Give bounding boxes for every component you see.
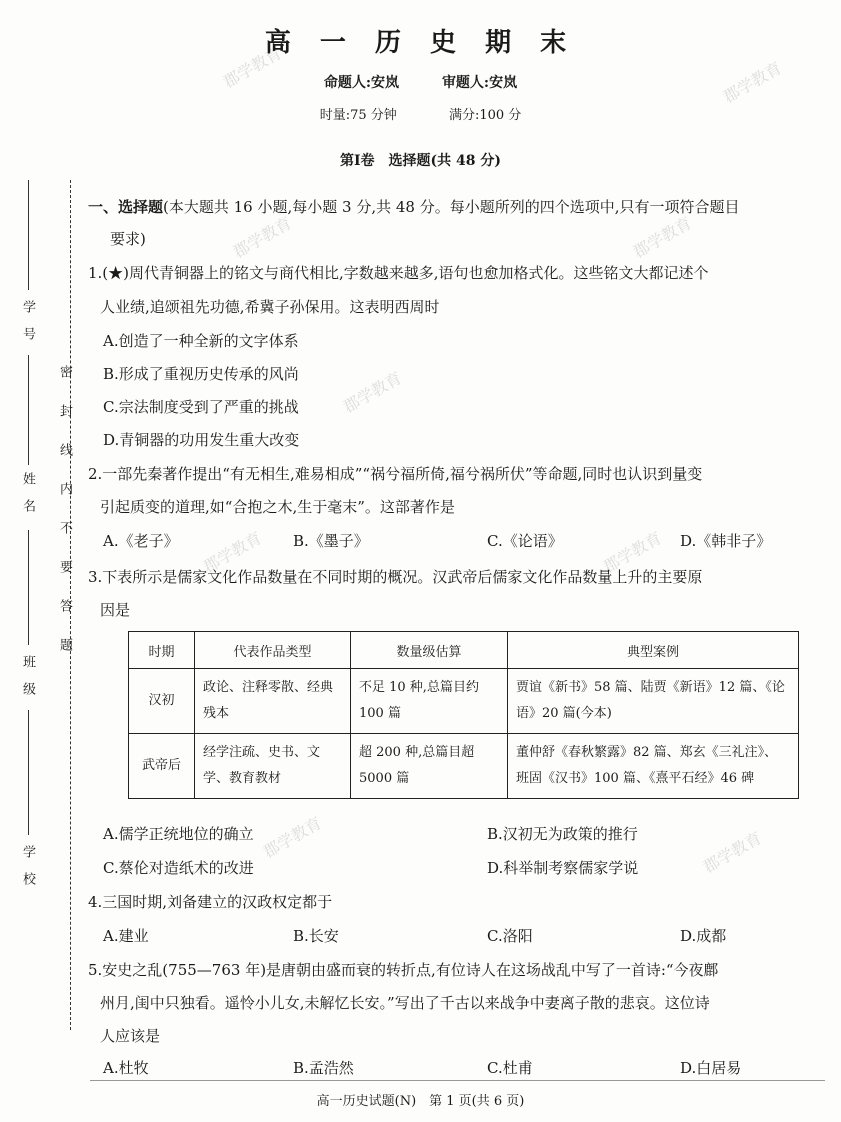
part-heading: 第Ⅰ卷 选择题(共 48 分) <box>339 153 502 169</box>
question-5-cont: 人应该是 <box>100 1027 161 1045</box>
table-cell: 经学注疏、史书、文学、教育教材 <box>195 734 351 799</box>
table-cell: 政论、注释零散、经典残本 <box>195 669 351 734</box>
seal-notice: 密封线内不要答题 <box>57 365 72 677</box>
exam-authors <box>0 72 841 92</box>
watermark: 郡学教育 <box>630 213 695 262</box>
time-limit: 时量:75 分钟 <box>319 108 397 123</box>
table-cell: 超 200 种,总篇目超 5000 篇 <box>351 734 508 799</box>
table-header: 时期 <box>129 632 195 669</box>
question-1-cont: 人业绩,追颂祖先功德,希冀子孙保用。这表明西周时 <box>100 298 440 316</box>
table-header: 代表作品类型 <box>195 632 351 669</box>
q5-option-a: A.杜牧 <box>103 1059 149 1077</box>
section-intro <box>88 190 828 224</box>
setter: 命题人:安岚 <box>323 75 400 91</box>
q4-option-c: C.洛阳 <box>487 927 533 945</box>
q2-option-d: D.《韩非子》 <box>680 532 772 550</box>
q2-option-c: C.《论语》 <box>487 532 563 550</box>
question-5-cont: 州月,闺中只独看。遥怜小儿女,未解忆长安。”写出了千古以来战争中妻离子散的悲哀。这位诗 <box>100 994 710 1012</box>
page-footer: 高一历史试题(N) 第 1 页(共 6 页) <box>316 1094 525 1109</box>
q1-option-d: D.青铜器的功用发生重大改变 <box>103 431 300 449</box>
question-2-cont: 引起质变的道理,如“合抱之木,生于毫末”。这部著作是 <box>100 498 455 516</box>
q1-option-b: B.形成了重视历史传承的风尚 <box>103 365 299 383</box>
table-header: 典型案例 <box>508 632 799 669</box>
question-3: 3.下表所示是儒家文化作品数量在不同时期的概况。汉武帝后儒家文化作品数量上升的主要原 <box>88 568 703 586</box>
name-label: 姓名 <box>20 472 35 526</box>
q4-option-b: B.长安 <box>293 927 339 945</box>
watermark: 郡学教育 <box>700 828 765 877</box>
name-line <box>28 355 29 465</box>
watermark: 郡学教育 <box>600 528 665 577</box>
class-line <box>28 530 29 645</box>
q3-table <box>128 631 799 799</box>
table-header-row <box>129 632 799 669</box>
watermark: 郡学教育 <box>200 528 265 577</box>
school-label: 学校 <box>20 845 35 899</box>
question-3-cont: 因是 <box>100 601 131 619</box>
q3-option-b: B.汉初无为政策的推行 <box>487 825 638 843</box>
page-title: 高 一 历 史 期 末 <box>264 28 577 58</box>
watermark: 郡学教育 <box>340 368 405 417</box>
section-desc: (本大题共 16 小题,每小题 3 分,共 48 分。每小题所列的四个选项中,只有一项符合题目 <box>163 198 740 216</box>
watermark: 郡学教育 <box>260 813 325 862</box>
q4-option-d: D.成都 <box>680 927 727 945</box>
school-line <box>28 710 29 835</box>
section-desc-cont: 要求) <box>110 230 146 248</box>
q3-option-c: C.蔡伦对造纸术的改进 <box>103 859 254 877</box>
q2-option-a: A.《老子》 <box>103 532 179 550</box>
question-5: 5.安史之乱(755—763 年)是唐朝由盛而衰的转折点,有位诗人在这场战乱中写了一首诗:“今夜鄜 <box>88 961 719 979</box>
table-cell: 武帝后 <box>129 734 195 799</box>
table-cell: 董仲舒《春秋繁露》82 篇、郑玄《三礼注》、班固《汉书》100 篇、《熹平石经》46 碑 <box>508 734 799 799</box>
table-cell: 汉初 <box>129 669 195 734</box>
q5-option-b: B.孟浩然 <box>293 1059 354 1077</box>
table-header: 数量级估算 <box>351 632 508 669</box>
watermark: 郡学教育 <box>720 58 785 107</box>
table-row <box>129 669 799 734</box>
q4-option-a: A.建业 <box>103 927 149 945</box>
q1-option-c: C.宗法制度受到了严重的挑战 <box>103 398 299 416</box>
table-cell: 贾谊《新书》58 篇、陆贾《新语》12 篇、《论语》20 篇(今本) <box>508 669 799 734</box>
reviewer: 审题人:安岚 <box>441 75 518 91</box>
student-number-line <box>28 180 29 290</box>
q5-option-c: C.杜甫 <box>487 1059 533 1077</box>
class-label: 班级 <box>20 655 35 709</box>
question-1: 1.(★)周代青铜器上的铭文与商代相比,字数越来越多,语句也愈加格式化。这些铭文大都记述个 <box>88 264 709 282</box>
table-cell: 不足 10 种,总篇目约 100 篇 <box>351 669 508 734</box>
footer-rule <box>90 1080 825 1081</box>
watermark: 郡学教育 <box>230 213 295 262</box>
q5-option-d: D.白居易 <box>680 1059 742 1077</box>
watermark: 郡学教育 <box>220 43 285 92</box>
q1-option-a: A.创造了一种全新的文字体系 <box>103 332 299 350</box>
student-number-label: 学号 <box>20 300 35 354</box>
question-2: 2.一部先秦著作提出“有无相生,难易相成”“祸兮福所倚,福兮祸所伏”等命题,同时也认识到量变 <box>88 465 703 483</box>
q3-option-d: D.科举制考察儒家学说 <box>487 859 639 877</box>
section-title: 一、选择题 <box>88 198 164 216</box>
question-4: 4.三国时期,刘备建立的汉政权定都于 <box>88 893 333 911</box>
q2-option-b: B.《墨子》 <box>293 532 369 550</box>
full-score: 满分:100 分 <box>448 108 522 123</box>
q3-option-a: A.儒学正统地位的确立 <box>103 825 254 843</box>
exam-meta <box>0 104 841 123</box>
table-row <box>129 734 799 799</box>
